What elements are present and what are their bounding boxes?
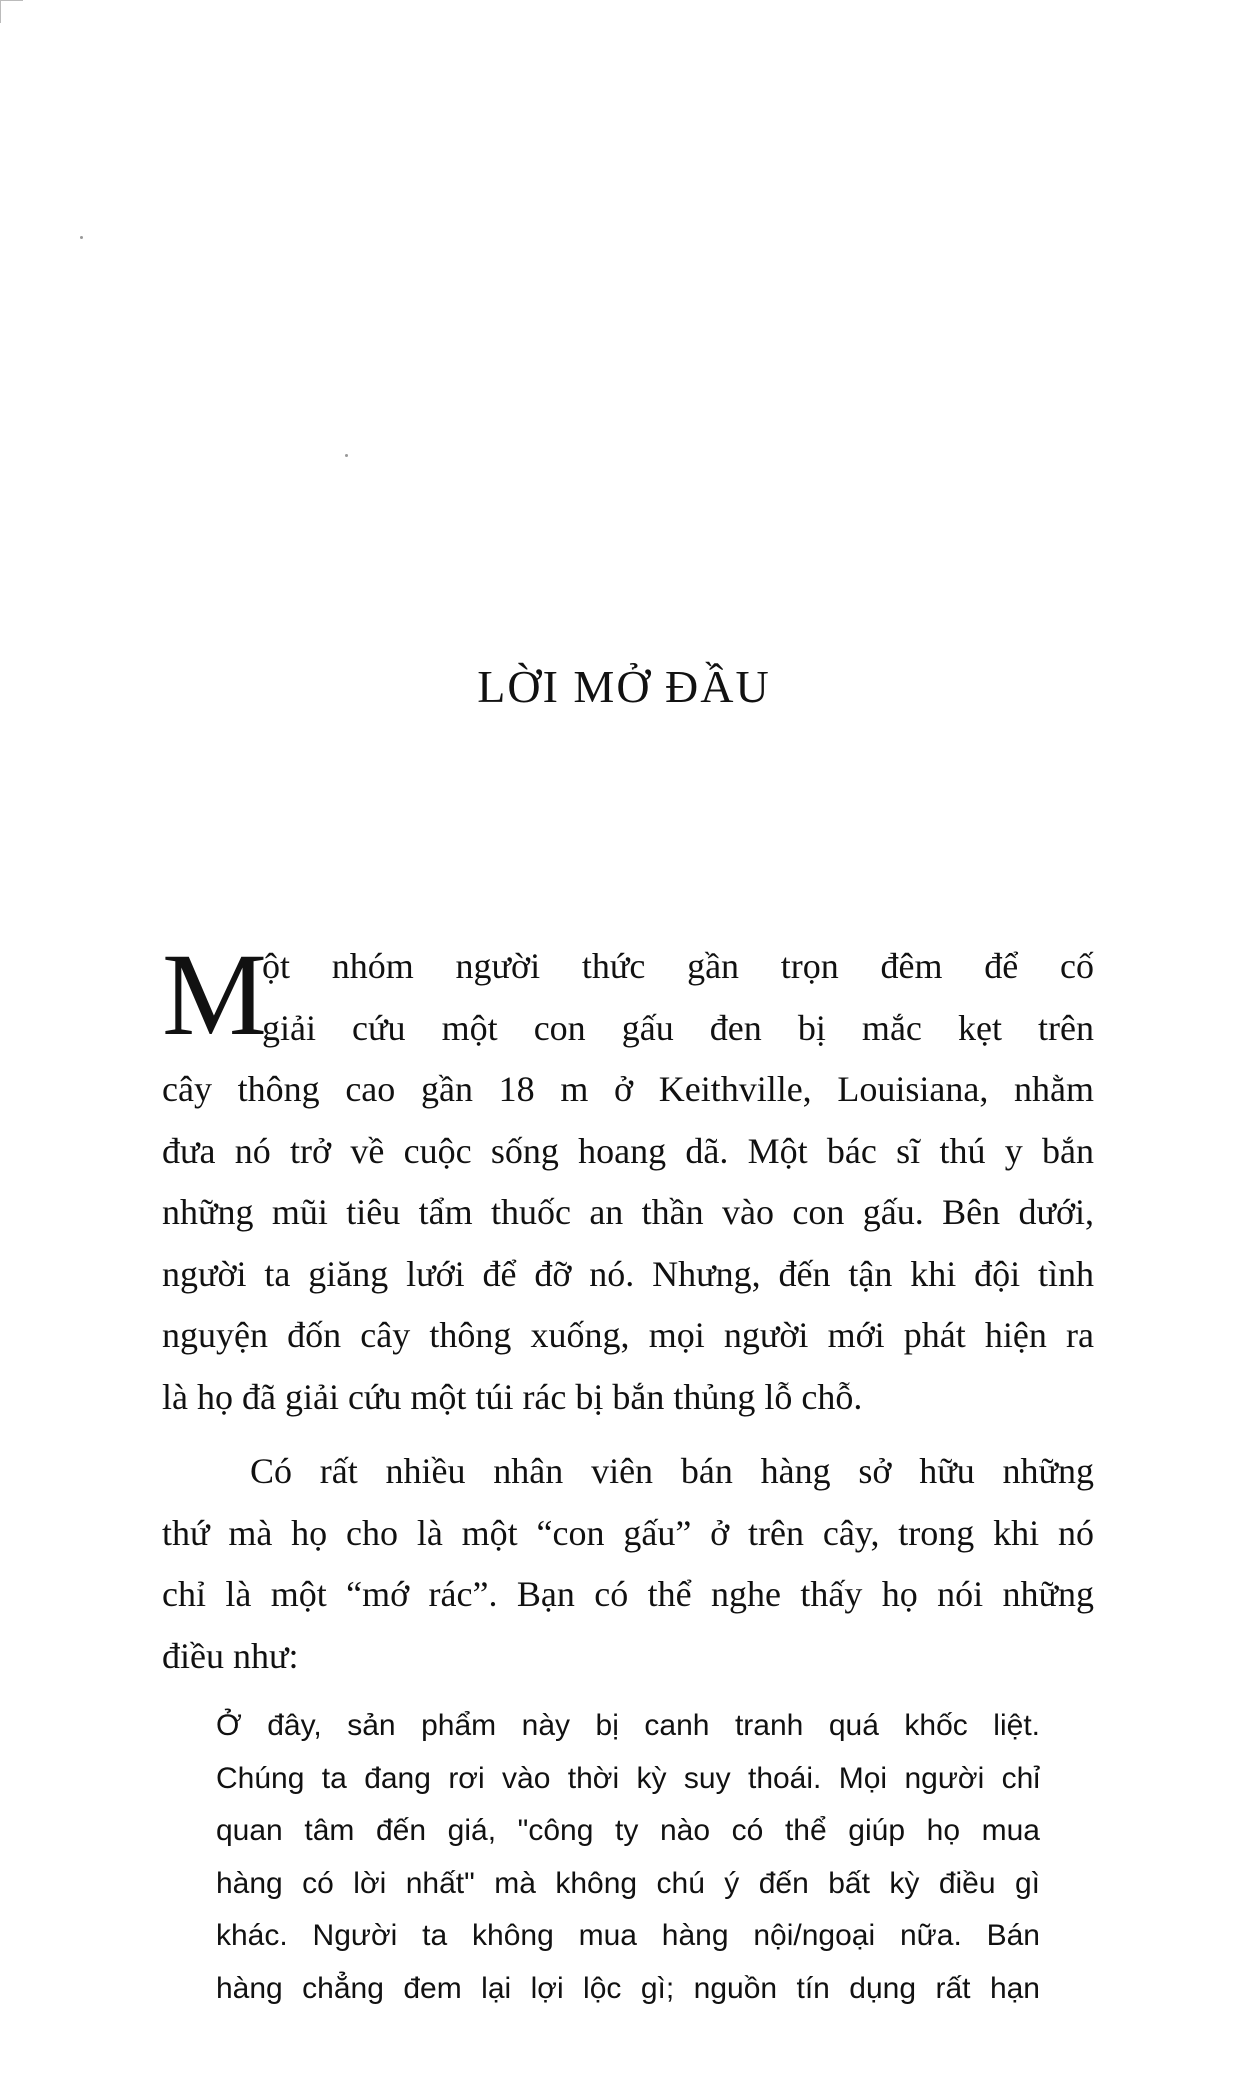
- paragraph-line: giải cứu một con gấu đen bị mắc kẹt trên: [262, 1007, 1094, 1048]
- paragraph-line: Có rất nhiều nhân viên bán hàng sở hữu những: [250, 1451, 1094, 1491]
- paragraph-line: cây thông cao gần 18 m ở Keithville, Louisiana, nhằm: [162, 1069, 1094, 1109]
- crop-mark: [0, 0, 23, 23]
- paragraph-line: người ta giăng lưới để đỡ nó. Nhưng, đến tận khi đội tình: [162, 1253, 1094, 1294]
- quote-line: Ở đây, sản phẩm này bị canh tranh quá khốc liệt.: [216, 1709, 1040, 1742]
- drop-cap: M: [162, 929, 267, 1060]
- paragraph-line: chỉ là một “mớ rác”. Bạn có thể nghe thấy họ nói những: [162, 1574, 1094, 1614]
- scan-speck: [80, 236, 83, 239]
- paragraph-line: điều như:: [162, 1635, 299, 1676]
- block-quote: [216, 1700, 1040, 2015]
- intro-paragraph: [162, 929, 1094, 1428]
- paragraph-line: nguyện đốn cây thông xuống, mọi người mới phát hiện ra: [162, 1315, 1094, 1355]
- quote-line: Chúng ta đang rơi vào thời kỳ suy thoái. Mọi người chỉ: [216, 1761, 1040, 1795]
- scan-speck: [345, 454, 348, 457]
- paragraph-line: những mũi tiêu tẩm thuốc an thần vào con gấu. Bên dưới,: [162, 1192, 1094, 1232]
- paragraph-line: thứ mà họ cho là một “con gấu” ở trên cây, trong khi nó: [162, 1512, 1094, 1553]
- second-paragraph: [162, 1441, 1094, 1687]
- paragraph-line: là họ đã giải cứu một túi rác bị bắn thủng lỗ chỗ.: [162, 1376, 863, 1417]
- paragraph-line: ột nhóm người thức gần trọn đêm để cố: [262, 946, 1094, 986]
- quote-line: khác. Người ta không mua hàng nội/ngoại nữa. Bán: [216, 1919, 1040, 1952]
- quote-line: hàng chẳng đem lại lợi lộc gì; nguồn tín dụng rất hạn: [216, 1971, 1040, 2005]
- quote-line: quan tâm đến giá, "công ty nào có thể giúp họ mua: [216, 1814, 1040, 1847]
- quote-line: hàng có lời nhất" mà không chú ý đến bất kỳ điều gì: [216, 1866, 1040, 1900]
- dropcap-block: [162, 929, 1094, 1060]
- paragraph-line: đưa nó trở về cuộc sống hoang dã. Một bác sĩ thú y bắn: [162, 1130, 1094, 1171]
- chapter-title: LỜI MỞ ĐẦU: [477, 661, 771, 712]
